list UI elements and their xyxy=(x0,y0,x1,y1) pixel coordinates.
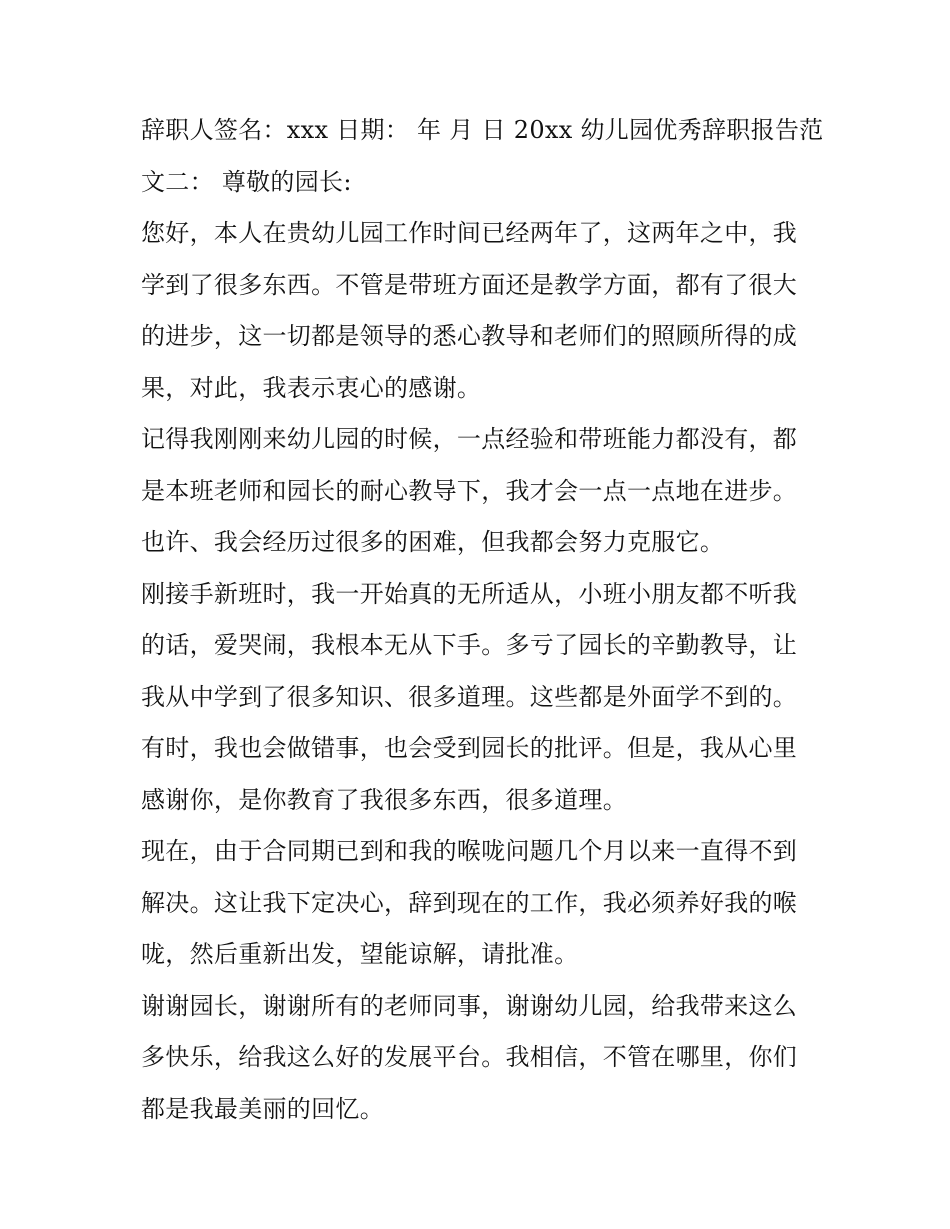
text-line: 辞职人签名：xxx 日期： 年 月 日 20xx 幼儿园优秀辞职报告范 xyxy=(141,116,824,144)
document-body xyxy=(141,105,824,1135)
text-line: 学到了很多东西。不管是带班方面还是教学方面，都有了很大 xyxy=(141,270,798,299)
text-line: 咙，然后重新出发，望能谅解，请批准。 xyxy=(141,940,579,968)
text-line: 有时，我也会做错事，也会受到园长的批评。但是，我从心里 xyxy=(141,734,798,762)
text-line: 您好，本人在贵幼儿园工作时间已经两年了，这两年之中，我 xyxy=(141,219,798,247)
text-line: 也许、我会经历过很多的困难，但我都会努力克服它。 xyxy=(141,528,725,556)
text-line: 现在，由于合同期已到和我的喉咙问题几个月以来一直得不到 xyxy=(141,837,798,865)
text-line: 的话，爱哭闹，我根本无从下手。多亏了园长的辛勤教导，让 xyxy=(141,631,798,659)
text-line: 谢谢园长，谢谢所有的老师同事，谢谢幼儿园，给我带来这么 xyxy=(141,991,798,1020)
text-line: 感谢你，是你教育了我很多东西，很多道理。 xyxy=(141,785,627,814)
text-line: 的进步，这一切都是领导的悉心教导和老师们的照顾所得的成 xyxy=(141,322,798,350)
text-line: 解决。这让我下定决心，辞到现在的工作，我必须养好我的喉 xyxy=(141,888,798,917)
text-line: 果，对此，我表示衷心的感谢。 xyxy=(141,373,482,402)
text-line: 都是我最美丽的回忆。 xyxy=(141,1094,384,1123)
text-line: 是本班老师和园长的耐心教导下，我才会一点一点地在进步。 xyxy=(141,476,798,505)
text-line: 多快乐，给我这么好的发展平台。我相信，不管在哪里，你们 xyxy=(141,1043,798,1071)
text-line: 文二： 尊敬的园长: xyxy=(141,167,352,196)
text-line: 刚接手新班时，我一开始真的无所适从，小班小朋友都不听我 xyxy=(141,579,798,608)
text-line: 记得我刚刚来幼儿园的时候，一点经验和带班能力都没有，都 xyxy=(141,425,798,453)
text-line: 我从中学到了很多知识、很多道理。这些都是外面学不到的。 xyxy=(141,682,798,711)
